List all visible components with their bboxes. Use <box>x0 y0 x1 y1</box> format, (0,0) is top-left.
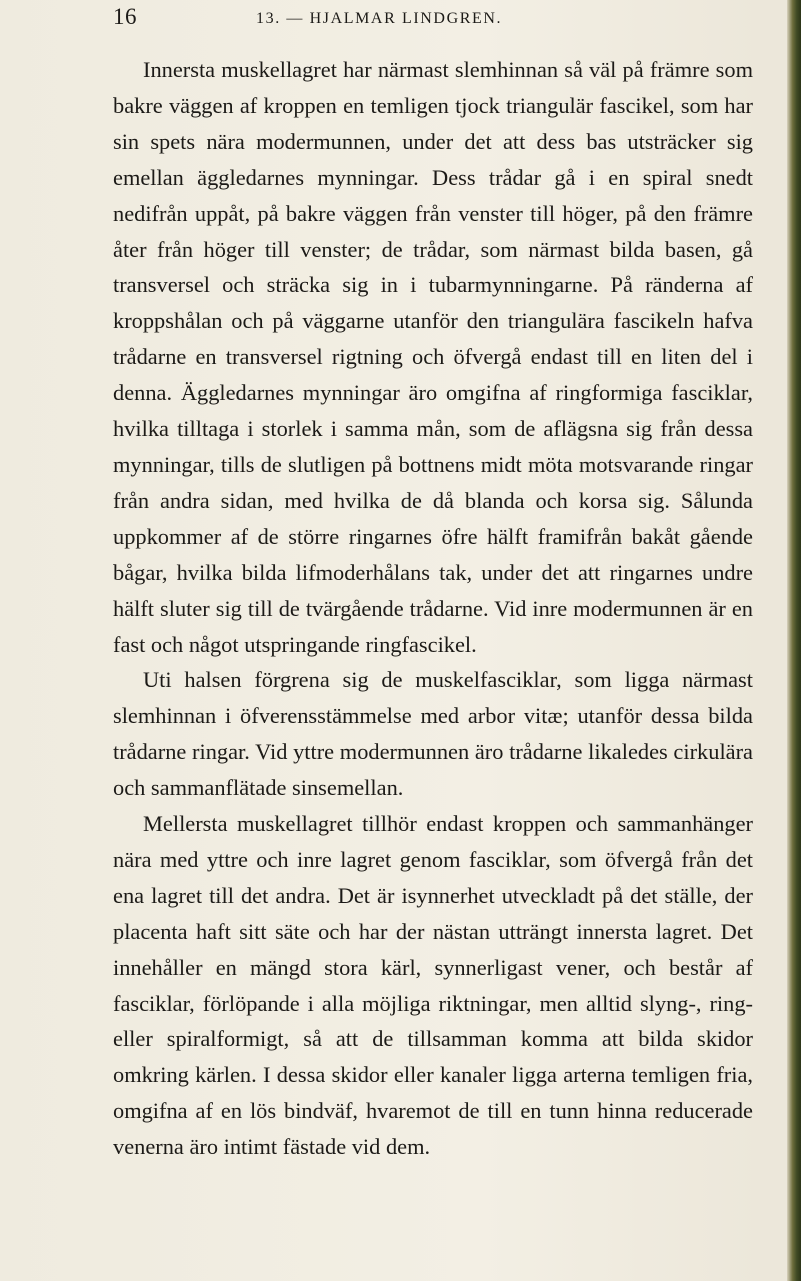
book-spine-edge <box>787 0 801 1281</box>
running-head: 13. — HJALMAR LINDGREN. <box>256 10 503 27</box>
paragraph-mellersta-muskellagret: Mellersta muskellagret tillhör endast kroppen och sammanhänger nära med yttre och inre lagret genom fasciklar, som öfvergå från det ena lagret till det andra. Det är isynnerhet utveckladt på det ställe, der placenta haft sitt säte och har der nästan utträngt innersta lagret. Det innehåller en mängd stora kärl, synnerligast vener, och består af fasciklar, förlöpande i alla möjliga riktningar, men alltid slyng-, ring- eller spiralformigt, så att de tillsamman komma att bilda skidor omkring kärlen. I dessa skidor eller kanaler ligga arterna temligen fria, omgifna af en lös bindväf, hvaremot de till en tunn hinna reducerade venerna äro intimt fästade vid dem. <box>113 811 753 1160</box>
page-number: 16 <box>113 4 137 29</box>
page-header <box>0 4 801 34</box>
body-text <box>113 52 753 1165</box>
paragraph-innersta-muskellagret: Innersta muskellagret har närmast slemhinnan så väl på främre som bakre väggen af kroppen en temligen tjock triangulär fascikel, som har sin spets nära modermunnen, under det att dess bas utsträcker sig emellan äggledarnes mynningar. Dess trådar gå i en spiral snedt nedifrån uppåt, på bakre väggen från venster till höger, på den främre åter från höger till venster; de trådar, som närmast bilda basen, gå transversel och sträcka sig in i tubarmynningarne. På ränderna af kroppshålan och på väggarne utanför den triangulära fascikeln hafva trådarne en transversel rigtning och öfvergå endast till en liten del i denna. Äggledarnes mynningar äro omgifna af ringformiga fasciklar, hvilka tilltaga i storlek i samma mån, som de aflägsna sig från dessa mynningar, tills de slutligen på bottnens midt möta motsvarande ringar från andra sidan, med hvilka de då blanda och korsa sig. Sålunda uppkommer af de större ringarnes öfre hälft framifrån bakåt gående bågar, hvilka bilda lifmoderhålans tak, under det att ringarnes undre hälft sluter sig till de tvärgående trådarne. Vid inre modermunnen är en fast och något utspringande ringfascikel. <box>113 57 753 657</box>
paragraph-halsen: Uti halsen förgrena sig de muskelfasciklar, som ligga närmast slemhinnan i öfverensstämmelse med arbor vitæ; utanför dessa bilda trådarne ringar. Vid yttre modermunnen äro trådarne likaledes cirkulära och sammanflätade sinsemellan. <box>113 667 753 801</box>
